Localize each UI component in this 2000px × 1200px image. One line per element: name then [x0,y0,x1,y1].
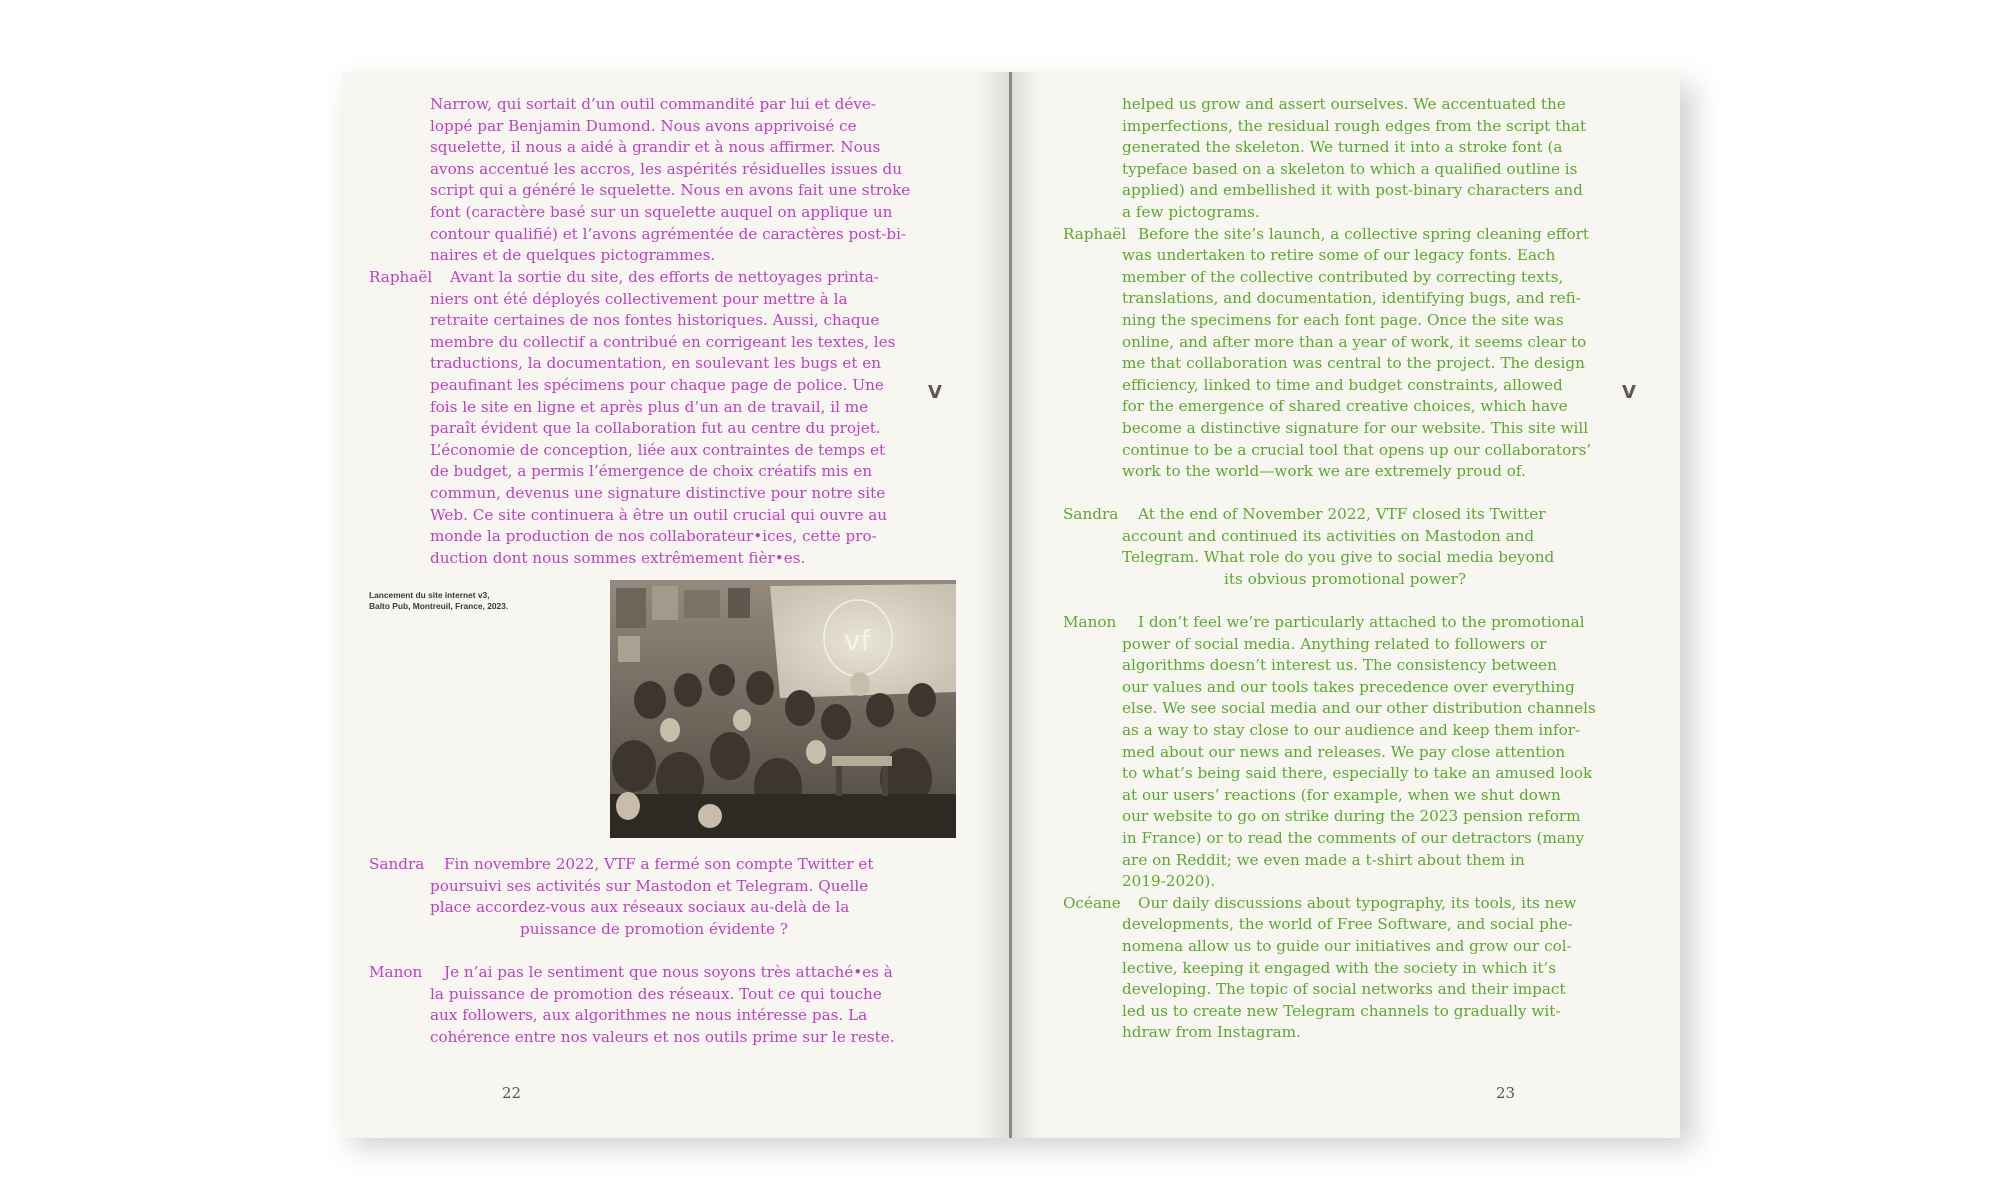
right-sandra-first-line: At the end of November 2022, VTF closed its Twitter [1138,505,1546,523]
right-manon-first-line: I don’t feel we’re particularly attached to the promotional [1138,613,1585,631]
svg-text:vf: vf [844,624,871,657]
left-speaker-manon: Manon [369,963,423,981]
left-intro-paragraph: Narrow, qui sortait d’un outil commandité par lui et déve- loppé par Benjamin Dumond. Nous avons apprivoisé ce squelette, il nous a aidé à grandir et à nous affirmer. Nous avons accentué les accros, les aspérités résiduelles issues du script qui a généré le squelette. Nous en avons fait une stroke font (caractère basé sur un squelette auquel on applique un contour qualifié) et l’avons agrémentée de caractères post-bi- naires et de quelques pictogrammes. [430,95,911,265]
left-sandra-last-line: puissance de promotion évidente ? [520,919,789,938]
right-speaker-raphael: Raphaël [1063,224,1127,243]
left-section-mark: V [928,382,942,403]
right-speaker-manon: Manon [1063,613,1117,631]
right-manon-paragraph: power of social media. Anything related to followers or algorithms doesn’t interest us. The consistency between our values and our tools takes precedence over everything else. We see social media and our other distribution channels as a way to stay close to our audience and keep them infor- med about our news and releases. We pay close attention to what’s being said there, especially to take an amused look at our users’ reactions (for example, when we shut down our website to go on strike during the 2023 pension reform in France) or to read the comments of our detractors (many are on Reddit; we even made a t-shirt about them in 2019-2020). [1122,634,1596,891]
left-manon-paragraph: la puissance de promotion des réseaux. Tout ce qui touche aux followers, aux algorithmes ne nous intéresse pas. La cohérence entre nos valeurs et nos outils prime sur le reste. [430,984,895,1046]
crowd-photo-illustration [610,580,956,838]
launch-event-photo [610,580,956,838]
right-speaker-sandra: Sandra [1063,505,1119,523]
right-oceane-first-line: Our daily discussions about typography, its tools, its new [1138,893,1577,912]
left-speaker-sandra: Sandra [369,855,425,873]
right-oceane-paragraph: developments, the world of Free Software, and social phe- nomena allow us to guide our initiatives and grow our col- lective, keeping it engaged with the society in which it’s developing. The topic of social networks and their impact led us to create new Telegram channels to gradually wit- hdraw from Instagram. [1122,915,1573,1042]
left-sandra-first-line: Fin novembre 2022, VTF a fermé son compte Twitter et [444,855,874,873]
right-page [1012,72,1680,1138]
left-manon-first-line: Je n’ai pas le sentiment que nous soyons très attaché•es à [444,963,893,981]
right-raphael-first-line: Before the site’s launch, a collective spring cleaning effort [1138,224,1590,243]
right-page-number: 23 [1496,1084,1516,1102]
left-sandra-paragraph: poursuivi ses activités sur Mastodon et Telegram. Quelle place accordez-vous aux réseaux sociaux au-delà de la [430,876,869,917]
right-raphael-paragraph: was undertaken to retire some of our legacy fonts. Each member of the collective contributed by correcting texts, translations, and documentation, identifying bugs, and refi- ning the specimens for each font page. Once the site was online, and after more than a year of work, it seems clear to me that collaboration was central to the project. The design efficiency, linked to time and budget constraints, allowed for the emergence of shared creative choices, which have become a distinctive signature for our website. This site will continue to be a crucial tool that opens up our collaborators’ work to the world—work we are extremely proud of. [1122,246,1592,481]
left-speaker-raphael: Raphaël [369,268,433,286]
photo-caption: Lancement du site internet v3, Balto Pub, Montreuil, France, 2023. [369,590,509,612]
right-intro-paragraph: helped us grow and assert ourselves. We accentuated the imperfections, the residual rough edges from the script that generated the skeleton. We turned it into a stroke font (a typeface based on a skeleton to which a qualified outline is applied) and embellished it with post-binary characters and a few pictograms. [1122,95,1587,221]
left-page [342,72,1010,1138]
left-raphael-paragraph: niers ont été déployés collectivement pour mettre à la retraite certaines de nos fontes historiques. Aussi, chaque membre du collectif a contribué en corrigeant les textes, les traductions, la documentation, en soulevant les bugs et en peaufinant les spécimens pour chaque page de police. Une fois le site en ligne et après plus d’un an de travail, il me paraît évident que la collaboration fut au centre du projet. L’économie de conception, liée aux contraintes de temps et de budget, a permis l’émergence de choix créatifs mis en commun, devenus une signature distinctive pour notre site Web. Ce site continuera à être un outil crucial qui ouvre au monde la production de nos collaborateur•ices, cette pro- duction dont nous sommes extrêmement fièr•es. [430,289,896,567]
right-sandra-last-line: its obvious promotional power? [1224,569,1466,588]
right-section-mark: V [1622,382,1636,403]
right-speaker-oceane: Océane [1063,893,1121,912]
left-raphael-first-line: Avant la sortie du site, des efforts de nettoyages printa- [450,268,879,286]
right-sandra-paragraph: account and continued its activities on Mastodon and Telegram. What role do you give to social media beyond [1122,526,1555,567]
left-page-number: 22 [502,1084,522,1102]
